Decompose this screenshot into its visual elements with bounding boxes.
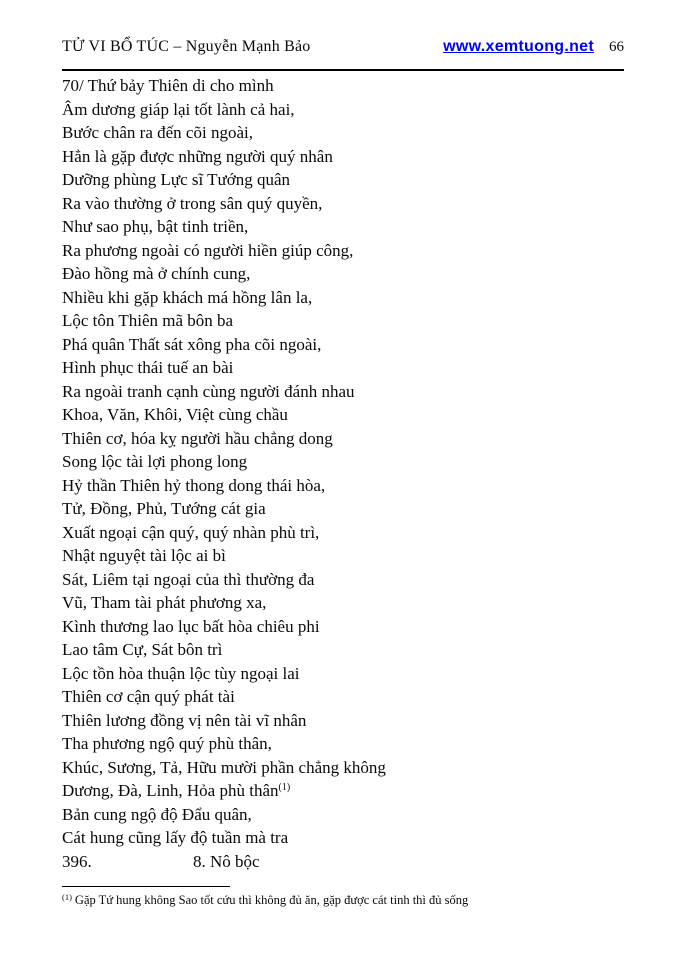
verse-line: Sát, Liêm tại ngoại của thì thường đa bbox=[62, 569, 315, 589]
verse-line: Thiên cơ cận quý phát tài bbox=[62, 687, 235, 706]
verse-line: Vũ, Tham tài phát phương xa, bbox=[62, 593, 267, 612]
verse-line: 70/ Thứ bảy Thiên di cho mình bbox=[62, 76, 274, 95]
verse-block bbox=[62, 74, 624, 873]
verse-line: Nhật nguyệt tài lộc ai bì bbox=[62, 546, 226, 565]
verse-line: Lộc tồn hòa thuận lộc tùy ngoại lai bbox=[62, 663, 300, 683]
verse-line: Hỷ thần Thiên hỷ thong dong thái hòa, bbox=[62, 475, 326, 495]
section-number: 396. bbox=[62, 851, 92, 871]
verse-line: Kình thương lao lục bất hòa chiêu phi bbox=[62, 616, 320, 636]
section-footer-row bbox=[62, 850, 624, 874]
verse-line: Hình phục thái tuế an bài bbox=[62, 358, 234, 377]
footnote-separator bbox=[62, 886, 230, 887]
verse-line: Xuất ngoại cận quý, quý nhàn phù trì, bbox=[62, 522, 320, 542]
book-title: TỬ VI BỔ TÚC – Nguyễn Mạnh Bảo bbox=[62, 38, 311, 55]
footnote-ref-superscript: (1) bbox=[278, 782, 291, 793]
verse-line: Âm dương giáp lại tốt lành cả hai, bbox=[62, 99, 295, 119]
verse-line: Tử, Đồng, Phủ, Tướng cát gia bbox=[62, 499, 266, 518]
verse-line: Hẳn là gặp được những người quý nhân bbox=[62, 146, 333, 166]
footnote-text: Gặp Tứ hung không Sao tốt cứu thì không đủ ăn, gặp được cát tinh thì đủ sống bbox=[74, 893, 469, 907]
verse-line: Ra vào thường ở trong sân quý quyền, bbox=[62, 193, 323, 213]
verse-line: Ra phương ngoài có người hiền giúp công, bbox=[62, 240, 354, 260]
verse-line: Như sao phụ, bật tinh triền, bbox=[62, 217, 249, 236]
page-header bbox=[62, 0, 624, 58]
verse-line: Thiên lương đồng vị nên tài vĩ nhân bbox=[62, 710, 307, 730]
verse-line: Lao tâm Cự, Sát bôn trì bbox=[62, 640, 223, 659]
verse-line: Bản cung ngộ độ Đẩu quân, bbox=[62, 804, 252, 824]
header-divider bbox=[62, 69, 624, 71]
verse-line: Cát hung cũng lấy độ tuần mà tra bbox=[62, 828, 289, 847]
footnote-ref-mark: (1) bbox=[62, 892, 72, 902]
verse-line: Khoa, Văn, Khôi, Việt cùng chầu bbox=[62, 405, 288, 424]
verse-line: Song lộc tài lợi phong long bbox=[62, 452, 248, 471]
verse-line: Nhiều khi gặp khách má hồng lân la, bbox=[62, 287, 313, 307]
verse-line: Thiên cơ, hóa kỵ người hầu chẳng dong bbox=[62, 428, 333, 448]
verse-line: Dưỡng phùng Lực sĩ Tướng quân bbox=[62, 170, 291, 189]
verse-line: Khúc, Sương, Tả, Hữu mười phần chẳng không bbox=[62, 757, 386, 777]
footnote bbox=[62, 892, 624, 908]
next-section-title: 8. Nô bộc bbox=[193, 851, 260, 871]
verse-line: Đào hồng mà ở chính cung, bbox=[62, 264, 251, 283]
website-link[interactable]: www.xemtuong.net bbox=[443, 38, 594, 55]
verse-line: Phá quân Thất sát xông pha cõi ngoài, bbox=[62, 334, 322, 354]
verse-line: Bước chân ra đến cõi ngoài, bbox=[62, 123, 253, 142]
verse-line: Ra ngoài tranh cạnh cùng người đánh nhau bbox=[62, 381, 355, 401]
verse-line-with-footnote-ref bbox=[62, 779, 624, 803]
verse-line-text: Dương, Đà, Linh, Hỏa phù thân bbox=[62, 781, 279, 800]
verse-line: Lộc tôn Thiên mã bôn ba bbox=[62, 311, 234, 330]
page-number: 66 bbox=[609, 39, 624, 55]
verse-line: Tha phương ngộ quý phù thân, bbox=[62, 734, 272, 753]
